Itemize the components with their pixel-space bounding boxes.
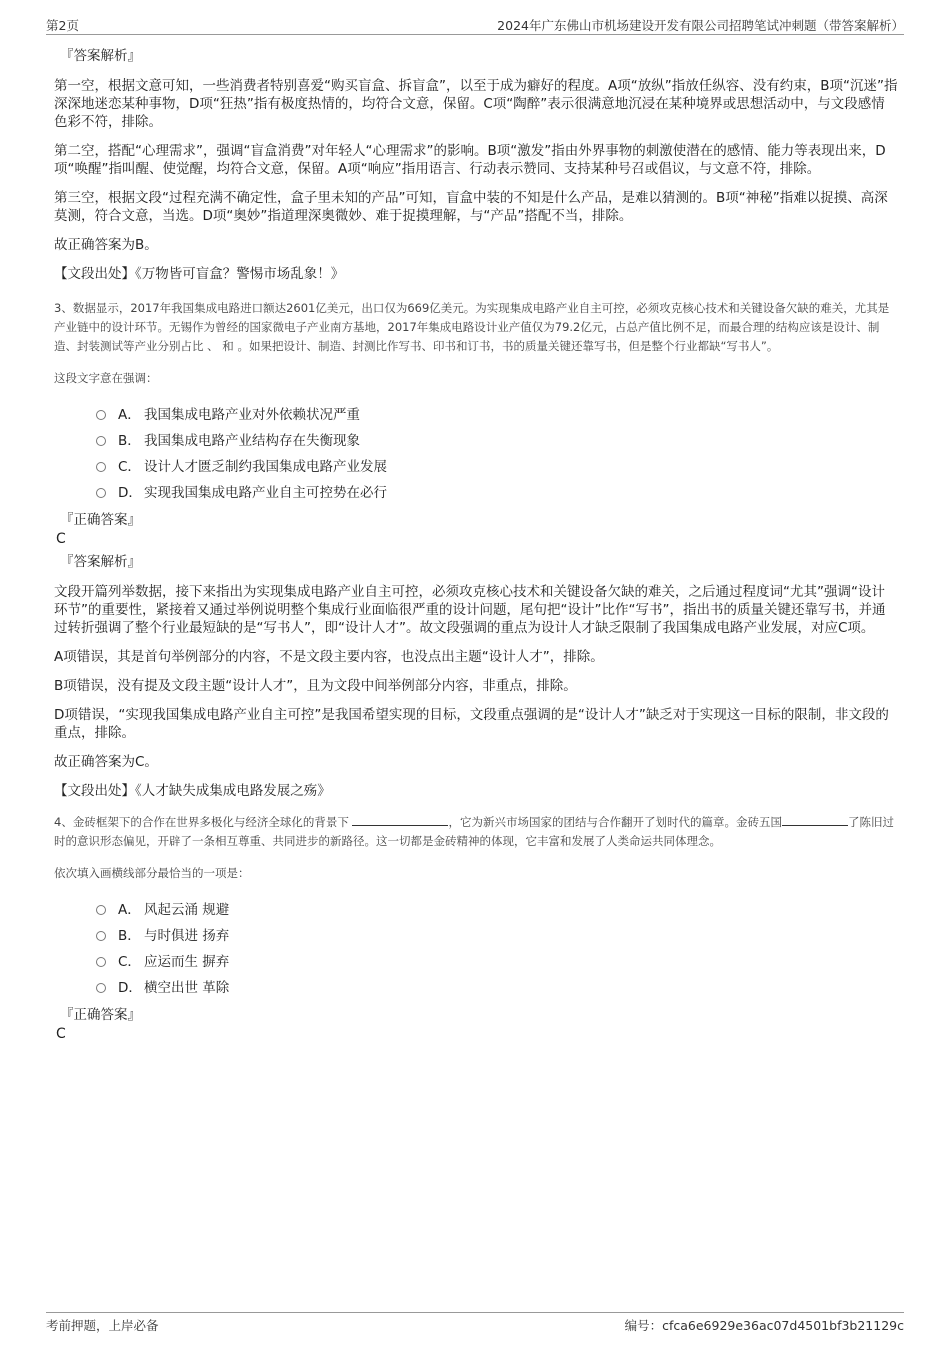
blank-1: [352, 813, 448, 826]
page-footer: [46, 1312, 904, 1333]
q2-analysis-paragraph-1: 第一空，根据文意可知，一些消费者特别喜爱“购买盲盒、拆盲盒”，以至于成为癖好的程度。A项“放纵”指放任纵容、没有约束，B项“沉迷”指深深地迷恋某种事物，D项“狂热”指有极度热情的，均符合文意，保留。C项“陶醉”表示很满意地沉浸在某种境界或思想活动中，与文段感情色彩不符，排除。: [54, 78, 898, 130]
document-title: 2024年广东佛山市机场建设开发有限公司招聘笔试冲刺题（带答案解析）: [497, 18, 904, 33]
q3-option-c[interactable]: C． 设计人才匮乏制约我国集成电路产业发展: [96, 452, 898, 478]
radio-icon[interactable]: [96, 488, 106, 498]
q4-option-b[interactable]: B． 与时俱进 扬弃: [96, 921, 898, 947]
q2-source: 【文段出处】《万物皆可盲盒？警惕市场乱象！》: [54, 266, 345, 282]
radio-icon[interactable]: [96, 983, 106, 993]
q3-source: 【文段出处】《人才缺失成集成电路发展之殇》: [54, 783, 331, 799]
q3-option-b[interactable]: B． 我国集成电路产业结构存在失衡现象: [96, 426, 898, 452]
page-number: 第2页: [46, 18, 79, 33]
q4-option-c[interactable]: C． 应运而生 摒弃: [96, 947, 898, 973]
q3-option-d[interactable]: D． 实现我国集成电路产业自主可控势在必行: [96, 478, 898, 504]
q4-prompt: 依次填入画横线部分最恰当的一项是：: [54, 866, 250, 880]
q3-prompt: 这段文字意在强调：: [54, 371, 158, 385]
q3-conclusion: 故正确答案为C。: [54, 754, 158, 770]
radio-icon[interactable]: [96, 462, 106, 472]
radio-icon[interactable]: [96, 957, 106, 967]
document-code: 编号：cfca6e6929e36ac07d4501bf3b21129c: [624, 1318, 904, 1333]
radio-icon[interactable]: [96, 931, 106, 941]
radio-icon[interactable]: [96, 436, 106, 446]
q3-analysis-label: 『答案解析』: [60, 554, 141, 570]
footer-slogan: 考前押题，上岸必备: [46, 1318, 159, 1333]
q3-answer-label: 『正确答案』: [60, 512, 141, 528]
page-header: [46, 14, 904, 35]
q3-analysis-paragraph-2: A项错误，其是首句举例部分的内容，不是文段主要内容，也没点出主题“设计人才”，排除。: [54, 649, 604, 665]
q3-analysis-paragraph-1: 文段开篇列举数据，接下来指出为实现集成电路产业自主可控，必须攻克核心技术和关键设备欠缺的难关，之后通过程度词“尤其”强调“设计环节”的重要性，紧接着又通过举例说明整个集成行业面临很严重的设计问题，尾句把“设计”比作“写书”，指出书的质量关键还靠写书，并通过转折强调了整个行业最短缺的是“写书人”，即“设计人才”。故文段强调的重点为设计人才缺乏限制了我国集成电路产业发展，对应C项。: [54, 584, 886, 636]
q4-question: 4、金砖框架下的合作在世界多极化与经济全球化的背景下 ，它为新兴市场国家的团结与合作翻开了划时代的篇章。金砖五国 了陈旧过时的意识形态偏见，开辟了一条相互尊重、共同进步的新路径。这一切都是金砖精神的体现，它丰富和发展了人类命运共同体理念。: [54, 815, 894, 848]
q3-analysis-paragraph-3: B项错误，没有提及文段主题“设计人才”，且为文段中间举例部分内容，非重点，排除。: [54, 678, 577, 694]
q4-answer: C: [56, 1026, 66, 1042]
q4-option-d[interactable]: D． 横空出世 革除: [96, 973, 898, 999]
q3-answer: C: [56, 531, 66, 547]
q3-question: 3、数据显示，2017年我国集成电路进口额达2601亿美元，出口仅为669亿美元。为实现集成电路产业自主可控，必须攻克核心技术和关键设备欠缺的难关，尤其是产业链中的设计环节。无锡作为曾经的国家微电子产业南方基地，2017年集成电路设计业产值仅为79.2亿元，占总产值比例不足，而最合理的结构应该是设计、制造、封装测试等产业分别占比 、 和 。如果把设计、制造、封测比作写书、印书和订书，书的质量关键还靠写书，但是整个行业都缺“写书人”。: [54, 301, 890, 353]
q3-options: [96, 400, 898, 504]
q2-conclusion: 故正确答案为B。: [54, 237, 158, 253]
blank-2: [782, 813, 848, 826]
q4-option-a[interactable]: A． 风起云涌 规避: [96, 895, 898, 921]
q3-analysis-paragraph-4: D项错误，“实现我国集成电路产业自主可控”是我国希望实现的目标，文段重点强调的是“设计人才”缺乏对于实现这一目标的限制，非文段的重点，排除。: [54, 707, 889, 741]
q2-analysis-paragraph-2: 第二空，搭配“心理需求”，强调“盲盒消费”对年轻人“心理需求”的影响。B项“激发”指由外界事物的刺激使潜在的感情、能力等表现出来，D项“唤醒”指叫醒、使觉醒，均符合文意，保留。A项“响应”指用语言、行动表示赞同、支持某种号召或倡议，与文意不符，排除。: [54, 143, 886, 177]
q3-option-a[interactable]: A． 我国集成电路产业对外依赖状况严重: [96, 400, 898, 426]
q4-options: [96, 895, 898, 999]
q2-analysis-label: 『答案解析』: [60, 48, 141, 64]
radio-icon[interactable]: [96, 905, 106, 915]
q2-analysis-paragraph-3: 第三空，根据文段“过程充满不确定性，盒子里未知的产品”可知，盲盒中装的不知是什么产品，是难以猜测的。B项“神秘”指难以捉摸、高深莫测，符合文意，当选。D项“奥妙”指道理深奥微妙、难于捉摸理解，与“产品”搭配不当，排除。: [54, 190, 888, 224]
radio-icon[interactable]: [96, 410, 106, 420]
page-content: [54, 46, 898, 1047]
q4-answer-label: 『正确答案』: [60, 1007, 141, 1023]
